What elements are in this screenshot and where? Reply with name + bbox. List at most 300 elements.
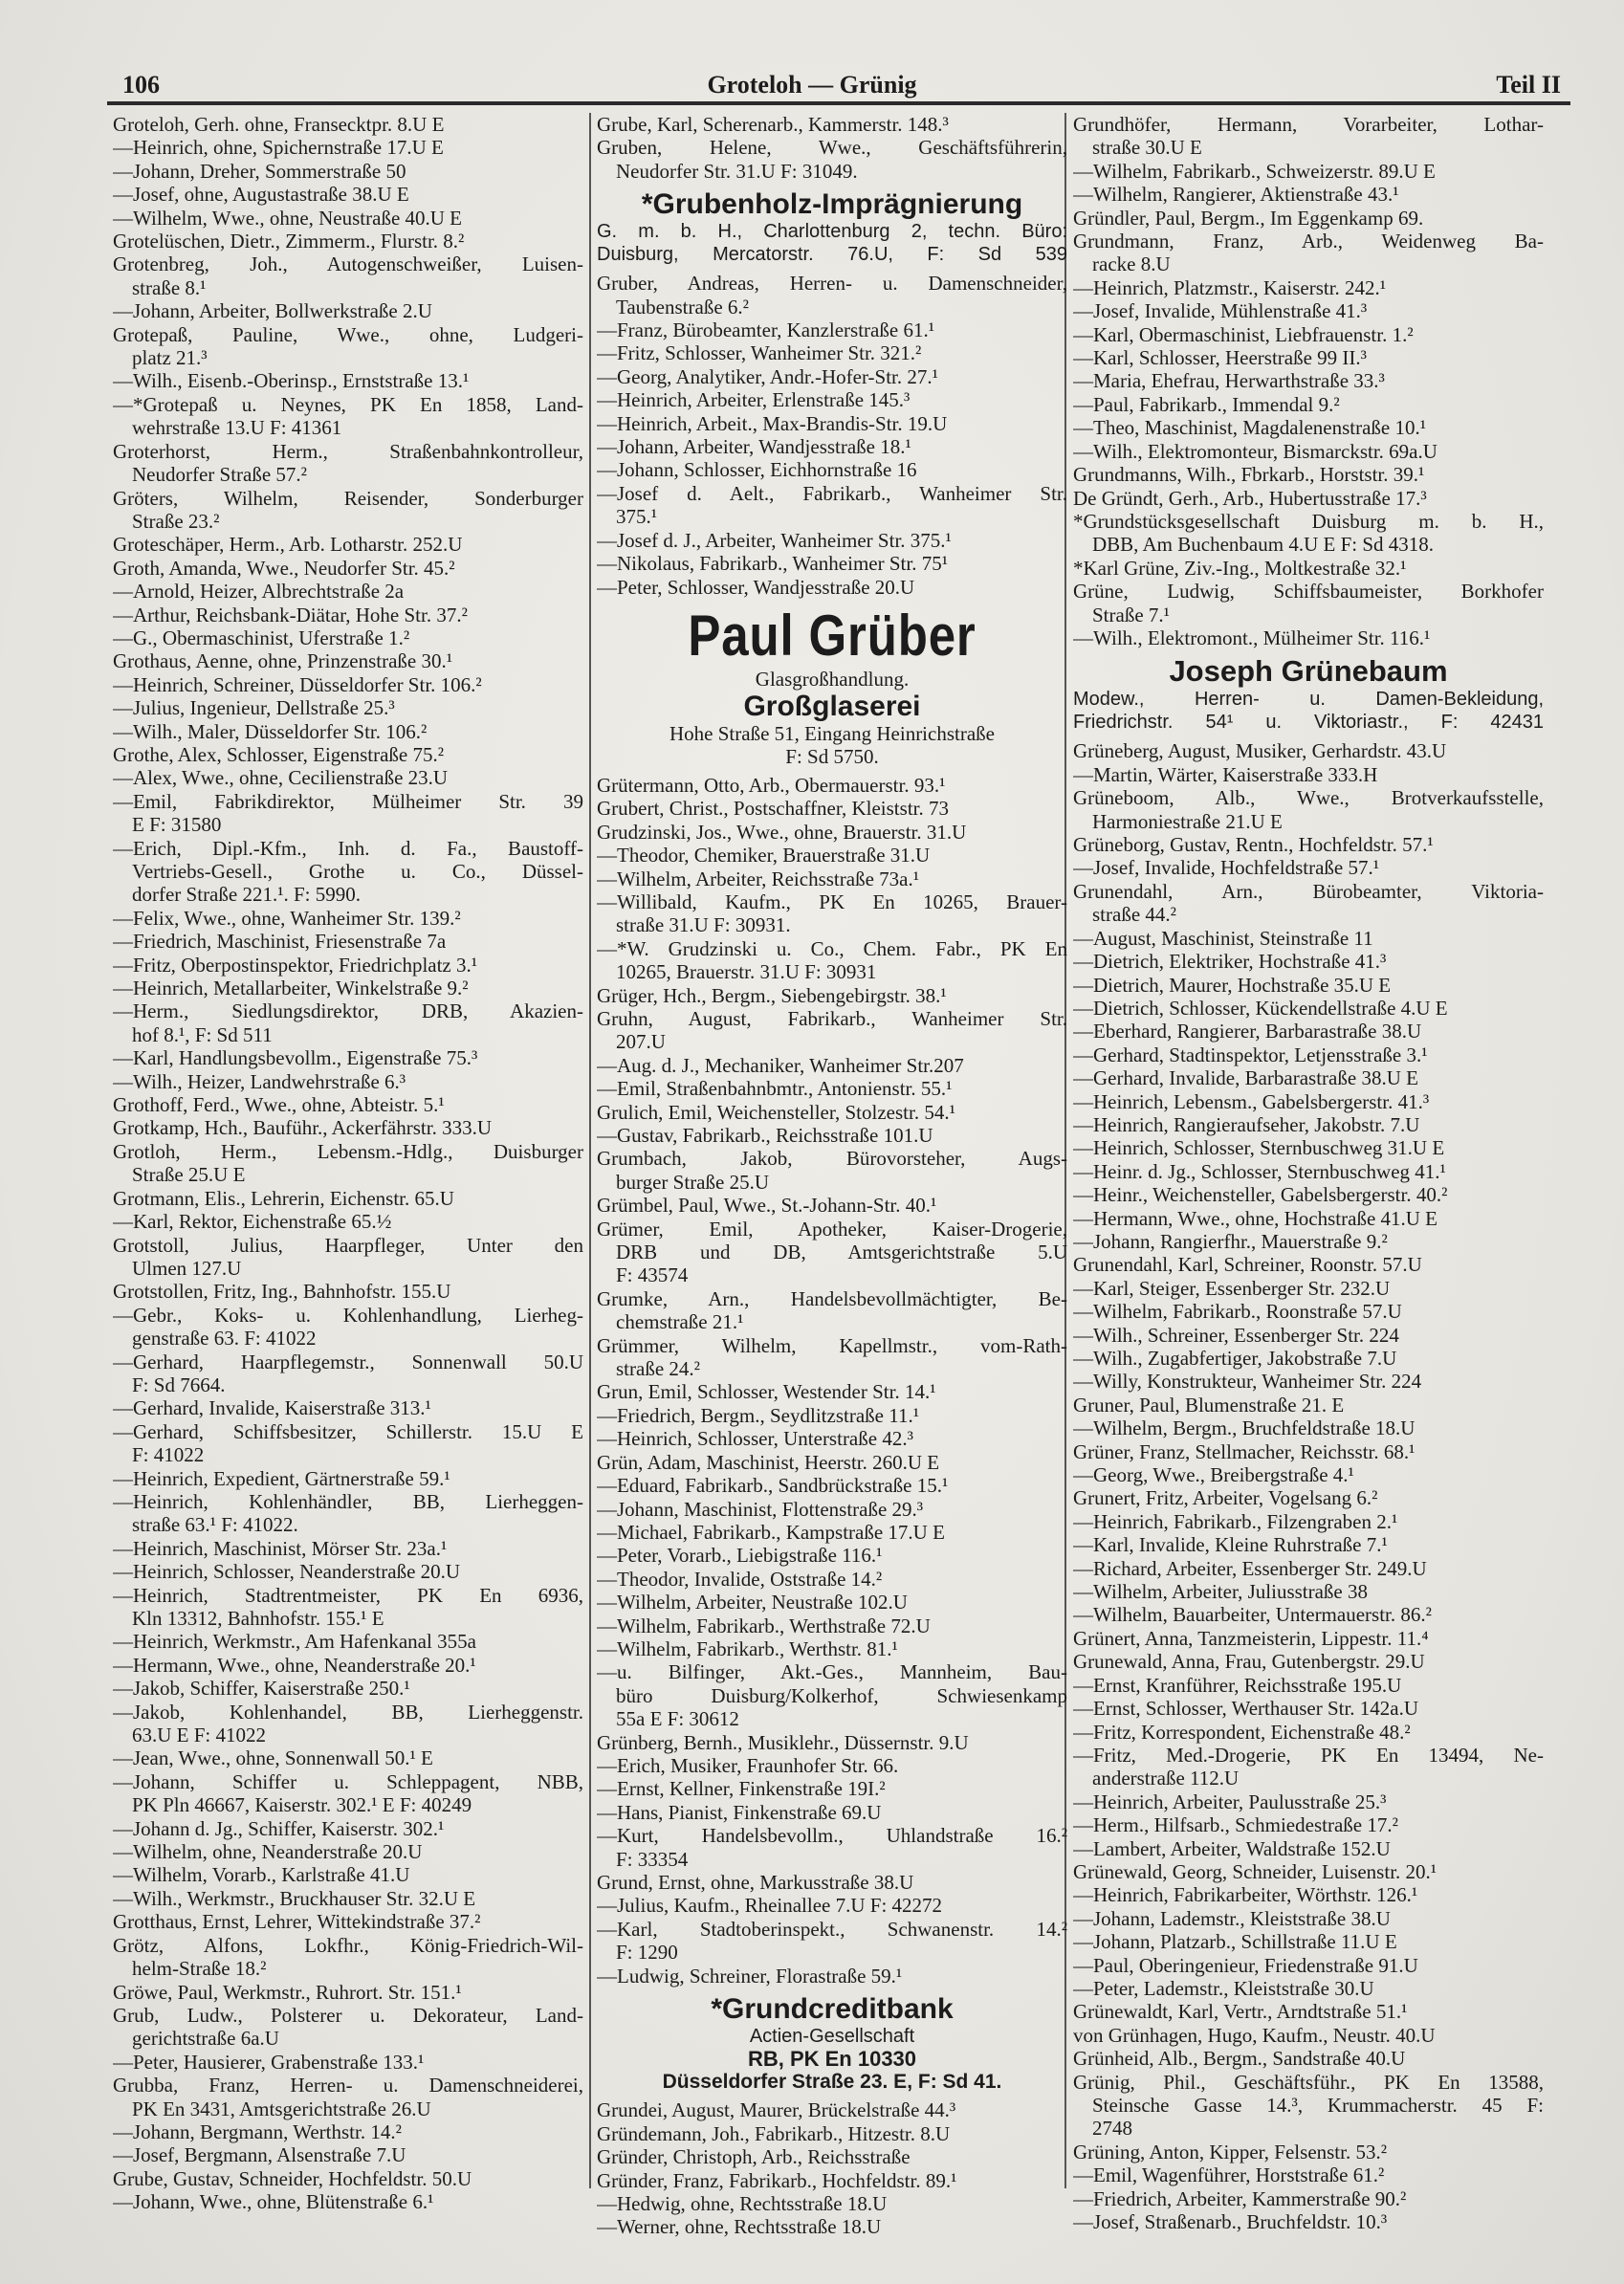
directory-entry xyxy=(597,1147,1067,1194)
entry-line: Grüning, Anton, Kipper, Felsenstr. 53.² xyxy=(1073,2140,1388,2163)
entry-continuation-line: DRB und DB, Amtsgerichtstraße 5.U xyxy=(616,1241,1067,1264)
directory-entry xyxy=(113,2190,583,2213)
entry-line: —Johann, Dreher, Sommerstraße 50 xyxy=(113,159,406,183)
directory-entry xyxy=(1073,463,1544,486)
entry-line: Grütermann, Otto, Arb., Obermauerstr. 93.¹ xyxy=(597,773,946,797)
entry-line: —Heinr., Weichensteller, Gabelsbergerstr. 40.² xyxy=(1073,1183,1448,1207)
entry-continuation-line: straße 63.¹ F: 41022. xyxy=(132,1513,298,1537)
directory-entry xyxy=(1073,1744,1544,1790)
entry-line: —Ernst, Kranführer, Reichsstraße 195.U xyxy=(1073,1673,1402,1697)
advertisement-text: Paul Grüber xyxy=(688,603,977,668)
directory-entry xyxy=(597,1007,1067,1054)
directory-entry xyxy=(113,1396,583,1419)
directory-entry xyxy=(1073,997,1544,1020)
entry-line: —Willibald, Kaufm., PK En 10265, Brauer- xyxy=(597,889,1067,913)
entry-line: —Nikolaus, Fabrikarb., Wanheimer Str. 75¹ xyxy=(597,552,948,576)
entry-line: —Gerhard, Schiffsbesitzer, Schillerstr. 15.U E xyxy=(113,1419,583,1443)
entry-line: —Wilh., Werkmstr., Bruckhauser Str. 32.U E xyxy=(113,1886,476,1910)
directory-entry xyxy=(113,160,583,183)
directory-entry xyxy=(113,1934,583,1981)
directory-entry xyxy=(1073,1977,1544,2000)
advertisement-text: Friedrichstr. 54¹ u. Viktoriastr., F: 42431 xyxy=(1073,712,1544,734)
entry-line: —Eduard, Fabrikarb., Sandbrückstraße 15.¹ xyxy=(597,1474,949,1498)
directory-entry xyxy=(1073,1020,1544,1043)
entry-line: —Fritz, Med.-Drogerie, PK En 13494, Ne- xyxy=(1073,1743,1544,1767)
directory-entry xyxy=(597,1918,1067,1965)
directory-entry xyxy=(113,1116,583,1139)
entry-continuation-line: straße 24.² xyxy=(616,1357,700,1381)
entry-continuation-line: genstraße 63. F: 41022 xyxy=(132,1327,317,1351)
directory-entry xyxy=(597,113,1067,136)
directory-entry xyxy=(597,984,1067,1007)
column-divider xyxy=(589,113,591,2188)
directory-entry xyxy=(113,580,583,603)
directory-entry xyxy=(1073,1253,1544,1276)
directory-entry xyxy=(1073,1486,1544,1509)
entry-continuation-line: 207.U xyxy=(616,1030,666,1054)
entry-line: —Josef, ohne, Augustastraße 38.U E xyxy=(113,183,409,207)
directory-entry xyxy=(1073,2187,1544,2210)
entry-line: Grub, Ludw., Polsterer u. Dekorateur, Land- xyxy=(113,2003,583,2027)
advertisement-text: Joseph Grünebaum xyxy=(1169,654,1448,689)
entry-line: Grubba, Franz, Herren- u. Damenschneiderei, xyxy=(113,2074,583,2097)
entry-continuation-line: Harmoniestraße 21.U E xyxy=(1092,809,1283,833)
entry-line: —Theodor, Invalide, Oststraße 14.² xyxy=(597,1567,883,1591)
advertisement-text: Duisburg, Mercatorstr. 76.U, F: Sd 539 xyxy=(597,244,1067,266)
directory-entry xyxy=(597,1124,1067,1147)
directory-entry xyxy=(113,1560,583,1583)
entry-continuation-line: Straße 25.U E xyxy=(132,1163,246,1187)
entry-line: —u. Bilfinger, Akt.-Ges., Mannheim, Bau- xyxy=(597,1660,1067,1684)
directory-entry xyxy=(597,1637,1067,1660)
directory-entry xyxy=(113,1654,583,1677)
entry-line: Grotkamp, Hch., Bauführ., Ackerfährstr. 333.U xyxy=(113,1116,492,1140)
entry-continuation-line: 2748 xyxy=(1092,2117,1132,2141)
entry-line: —Georg, Wwe., Breibergstraße 4.¹ xyxy=(1073,1463,1354,1487)
entry-line: —Wilhelm, Bergm., Bruchfeldstraße 18.U xyxy=(1073,1417,1416,1440)
entry-line: Grubert, Christ., Postschaffner, Kleiststr. 73 xyxy=(597,797,949,821)
directory-entry xyxy=(1073,2000,1544,2023)
entry-line: Grumbach, Jakob, Bürovorsteher, Augs- xyxy=(597,1147,1067,1171)
entry-continuation-line: Kln 13312, Bahnhofstr. 155.¹ E xyxy=(132,1607,384,1630)
entry-line: —Wilhelm, Fabrikarb., Schweizerstr. 89.U E xyxy=(1073,159,1436,183)
directory-entry xyxy=(113,1840,583,1863)
directory-entry xyxy=(1073,786,1544,833)
advertisement-text: Actien-Gesellschaft xyxy=(749,2026,915,2048)
entry-continuation-line: helm-Straße 18.² xyxy=(132,1957,267,1981)
directory-entry xyxy=(1073,2024,1544,2047)
entry-line: Gröwe, Paul, Werkmstr., Ruhrort. Str. 151.¹ xyxy=(113,1980,462,2004)
directory-entry xyxy=(1073,2141,1544,2163)
directory-entry xyxy=(113,1863,583,1886)
directory-entry xyxy=(1073,276,1544,299)
entry-line: —Heinrich, Arbeiter, Paulusstraße 25.³ xyxy=(1073,1790,1387,1813)
entry-line: —Wilh., Schreiner, Essenberger Str. 224 xyxy=(1073,1323,1399,1347)
directory-entry xyxy=(597,388,1067,411)
entry-line: —Kurt, Handelsbevollm., Uhlandstraße 16.² xyxy=(597,1824,1067,1848)
directory-entry xyxy=(597,2098,1067,2121)
entry-line: Gründler, Paul, Bergm., Im Eggenkamp 69. xyxy=(1073,206,1424,230)
entry-line: Grünewaldt, Karl, Vertr., Arndtstraße 51.¹ xyxy=(1073,2000,1408,2024)
directory-entry xyxy=(1073,739,1544,762)
entry-line: —Gerhard, Stadtinspektor, Letjensstraße 3.¹ xyxy=(1073,1043,1428,1066)
entry-continuation-line: anderstraße 112.U xyxy=(1092,1767,1240,1790)
directory-entry xyxy=(113,533,583,556)
entry-line: —Johann, Platzarb., Schillstraße 11.U E xyxy=(1073,1930,1397,1954)
directory-entry xyxy=(113,907,583,930)
directory-entry xyxy=(1073,1860,1544,1883)
entry-line: —Dietrich, Elektriker, Hochstraße 41.³ xyxy=(1073,950,1387,974)
entry-line: —Emil, Straßenbahnbmtr., Antonienstr. 55.¹ xyxy=(597,1077,953,1101)
entry-line: —Alex, Wwe., ohne, Cecilienstraße 23.U xyxy=(113,766,449,790)
directory-entry xyxy=(597,821,1067,844)
entry-line: —Aug. d. J., Mechaniker, Wanheimer Str.207 xyxy=(597,1053,964,1077)
directory-entry xyxy=(113,1630,583,1653)
directory-entry xyxy=(113,1210,583,1233)
entry-continuation-line: F: 41022 xyxy=(132,1443,205,1467)
entry-continuation-line: straße 44.² xyxy=(1092,903,1176,927)
entry-continuation-line: Vertriebs-Gesell., Grothe u. Co., Düssel- xyxy=(132,860,583,883)
directory-entry xyxy=(1073,927,1544,950)
entry-line: —Heinrich, Werkmstr., Am Hafenkanal 355a xyxy=(113,1630,476,1654)
advertisement-text: RB, PK En 10330 xyxy=(747,2047,917,2072)
advertisement-text: Düsseldorfer Straße 23. E, F: Sd 41. xyxy=(662,2071,1002,2094)
entry-line: Groteschäper, Herm., Arb. Lotharstr. 252.U xyxy=(113,533,463,557)
directory-entry xyxy=(1073,1627,1544,1650)
entry-line: —Heinrich, Arbeit., Max-Brandis-Str. 19.U xyxy=(597,411,948,435)
entry-line: —Wilhelm, Rangierer, Aktienstraße 43.¹ xyxy=(1073,183,1399,207)
entry-line: De Gründt, Gerh., Arb., Hubertusstraße 17.³ xyxy=(1073,486,1427,510)
entry-line: —Heinrich, Schlosser, Unterstraße 42.³ xyxy=(597,1427,913,1451)
entry-line: —Wilhelm, Fabrikarb., Roonstraße 57.U xyxy=(1073,1300,1402,1324)
directory-entry xyxy=(1073,1790,1544,1813)
directory-entry xyxy=(1073,510,1544,557)
entry-line: Grotloh, Herm., Lebensm.-Hdlg., Duisburger xyxy=(113,1139,583,1163)
column-1 xyxy=(113,113,583,2214)
directory-entry xyxy=(597,1077,1067,1100)
entry-continuation-line: F: 1290 xyxy=(616,1941,678,1965)
directory-entry xyxy=(597,1404,1067,1427)
entry-continuation-line: chemstraße 21.¹ xyxy=(616,1310,744,1334)
directory-entry xyxy=(597,482,1067,529)
directory-entry xyxy=(1073,950,1544,973)
directory-entry xyxy=(597,1660,1067,1730)
entry-line: —Lambert, Arbeiter, Waldstraße 152.U xyxy=(1073,1836,1391,1860)
entry-continuation-line: hof 8.¹, F: Sd 511 xyxy=(132,1022,273,1046)
entry-line: —Julius, Ingenieur, Dellstraße 25.³ xyxy=(113,696,395,720)
entry-line: Grothe, Alex, Schlosser, Eigenstraße 75.² xyxy=(113,742,445,766)
entry-line: —Paul, Oberingenieur, Friedenstraße 91.U xyxy=(1073,1953,1418,1977)
entry-line: —Johann, Bergmann, Werthstr. 14.² xyxy=(113,2119,402,2143)
entry-line: —Wilh., Elektromont., Mülheimer Str. 116.¹ xyxy=(1073,626,1431,649)
directory-entry xyxy=(597,529,1067,552)
entry-line: Grotstollen, Fritz, Ing., Bahnhofstr. 155.U xyxy=(113,1280,451,1304)
entry-line: Grulich, Emil, Weichensteller, Stolzestr. 54.¹ xyxy=(597,1100,955,1124)
directory-entry xyxy=(113,1584,583,1631)
entry-line: Grünert, Anna, Tanzmeisterin, Lippestr. 11.⁴ xyxy=(1073,1626,1429,1650)
column-2 xyxy=(597,113,1067,2239)
advertisement-text: F: Sd 5750. xyxy=(785,744,879,768)
entry-line: —Michael, Fabrikarb., Kampstraße 17.U E xyxy=(597,1520,945,1544)
entry-line: Grüne, Ludwig, Schiffsbaumeister, Borkhofer xyxy=(1073,580,1544,604)
entry-line: —Dietrich, Schlosser, Kückendellstraße 4.U E xyxy=(1073,996,1448,1020)
directory-entry xyxy=(113,1910,583,1933)
directory-entry xyxy=(597,412,1067,435)
entry-line: Grundmann, Franz, Arb., Weidenweg Ba- xyxy=(1073,230,1544,253)
directory-entry xyxy=(597,1521,1067,1544)
entry-line: Grunendahl, Karl, Schreiner, Roonstr. 57.U xyxy=(1073,1253,1422,1277)
entry-line: —Jakob, Schiffer, Kaiserstraße 250.¹ xyxy=(113,1677,410,1701)
directory-entry xyxy=(597,458,1067,481)
entry-line: Grotepaß, Pauline, Wwe., ohne, Ludgeri- xyxy=(113,322,583,346)
directory-entry xyxy=(597,365,1067,388)
entry-line: —Franz, Bürobeamter, Kanzlerstraße 61.¹ xyxy=(597,318,934,342)
advertisement-text: G. m. b. H., Charlottenburg 2, techn. Büro: xyxy=(597,221,1067,243)
entry-line: —Karl, Stadtoberinspekt., Schwanenstr. 14.² xyxy=(597,1917,1067,1941)
directory-entry xyxy=(597,1544,1067,1567)
directory-entry xyxy=(1073,393,1544,416)
entry-line: —Heinrich, Rangieraufseher, Jakobstr. 7.U xyxy=(1073,1112,1420,1136)
advertisement-text: Glasgroßhandlung. xyxy=(755,667,910,691)
entry-line: —Fritz, Schlosser, Wanheimer Str. 321.² xyxy=(597,341,922,365)
entry-line: Grünheid, Alb., Bergm., Sandstraße 40.U xyxy=(1073,2047,1406,2071)
paul-grueber-ad xyxy=(597,604,1067,768)
entry-line: —*W. Grudzinski u. Co., Chem. Fabr., PK En xyxy=(597,936,1067,960)
page-number: 106 xyxy=(122,71,160,99)
directory-entry xyxy=(113,1537,583,1560)
entry-line: Grothoff, Ferd., Wwe., ohne, Abteistr. 5.¹ xyxy=(113,1093,445,1117)
directory-entry xyxy=(1073,1230,1544,1253)
entry-line: Grotenbreg, Joh., Autogenschweißer, Luisen- xyxy=(113,253,583,276)
entry-line: —Herm., Hilfsarb., Schmiedestraße 17.² xyxy=(1073,1813,1398,1837)
entry-line: —Heinrich, Metallarbeiter, Winkelstraße 9.² xyxy=(113,977,469,1000)
entry-line: —Josef, Invalide, Mühlenstraße 41.³ xyxy=(1073,299,1368,323)
directory-entry xyxy=(1073,2047,1544,2070)
directory-entry xyxy=(1073,487,1544,510)
directory-entry xyxy=(113,999,583,1046)
entry-line: Grümbel, Paul, Wwe., St.-Johann-Str. 40.¹ xyxy=(597,1194,937,1218)
entry-line: Gruner, Paul, Blumenstraße 21. E xyxy=(1073,1393,1345,1417)
directory-entry xyxy=(597,2192,1067,2215)
entry-line: Grube, Gustav, Schneider, Hochfeldstr. 50.U xyxy=(113,2166,472,2190)
part-label: Teil II xyxy=(1496,71,1561,99)
entry-line: —Gebr., Koks- u. Kohlenhandlung, Lierheg- xyxy=(113,1303,583,1327)
entry-line: —Dietrich, Maurer, Hochstraße 35.U E xyxy=(1073,973,1392,997)
entry-line: Gründer, Franz, Fabrikarb., Hochfeldstr. 89.¹ xyxy=(597,2168,957,2192)
directory-entry xyxy=(1073,974,1544,997)
entry-line: —Heinrich, Fabrikarbeiter, Wörthstr. 126.¹ xyxy=(1073,1883,1418,1907)
entry-line: Grünewald, Georg, Schneider, Luisenstr. 20.¹ xyxy=(1073,1859,1437,1883)
directory-entry xyxy=(1073,1394,1544,1417)
directory-entry xyxy=(597,937,1067,984)
directory-entry xyxy=(1073,1557,1544,1580)
entry-line: —Josef, Invalide, Hochfeldstraße 57.¹ xyxy=(1073,856,1380,880)
directory-entry xyxy=(597,1451,1067,1474)
directory-entry xyxy=(113,136,583,159)
entry-line: Grotthaus, Ernst, Lehrer, Wittekindstraße 37.² xyxy=(113,1910,481,1934)
directory-entry xyxy=(1073,1697,1544,1720)
entry-line: —Richard, Arbeiter, Essenberger Str. 249.U xyxy=(1073,1556,1427,1580)
directory-entry xyxy=(1073,207,1544,230)
entry-line: —Wilhelm, Bauarbeiter, Untermauerstr. 86.² xyxy=(1073,1603,1432,1627)
joseph-gruenebaum-ad xyxy=(1073,655,1544,734)
directory-entry xyxy=(597,1194,1067,1217)
directory-entry xyxy=(597,1894,1067,1917)
directory-entry xyxy=(597,435,1067,458)
directory-entry xyxy=(113,1817,583,1840)
directory-entry xyxy=(1073,856,1544,879)
directory-entry xyxy=(597,1380,1067,1403)
entry-continuation-line: F: Sd 7664. xyxy=(132,1373,226,1396)
entry-line: —Karl, Obermaschinist, Liebfrauenstr. 1.² xyxy=(1073,322,1414,346)
entry-line: —Wilh., Heizer, Landwehrstraße 6.³ xyxy=(113,1069,406,1093)
entry-line: Grümmer, Wilhelm, Kapellmstr., vom-Rath- xyxy=(597,1333,1067,1357)
entry-line: —Heinrich, ohne, Spichernstraße 17.U E xyxy=(113,136,444,160)
entry-line: Grundhöfer, Hermann, Vorarbeiter, Lothar- xyxy=(1073,113,1544,136)
entry-line: Grümer, Emil, Apotheker, Kaiser-Drogerie, xyxy=(597,1217,1067,1241)
directory-entry xyxy=(1073,1580,1544,1603)
entry-line: —Heinrich, Fabrikarb., Filzengraben 2.¹ xyxy=(1073,1509,1398,1533)
directory-entry xyxy=(1073,1883,1544,1906)
directory-entry xyxy=(1073,1043,1544,1066)
directory-entry xyxy=(597,1334,1067,1381)
directory-entry xyxy=(113,1304,583,1351)
entry-line: Grüneberg, August, Musiker, Gerhardstr. 43.U xyxy=(1073,739,1447,763)
entry-line: —Paul, Fabrikarb., Immendal 9.² xyxy=(1073,392,1340,416)
directory-entry xyxy=(597,318,1067,341)
entry-line: —Heinrich, Platzmstr., Kaiserstr. 242.¹ xyxy=(1073,275,1387,299)
directory-entry xyxy=(1073,2210,1544,2233)
directory-entry xyxy=(113,1234,583,1281)
entry-line: —Hedwig, ohne, Rechtsstraße 18.U xyxy=(597,2191,888,2215)
entry-line: —*Grotepaß u. Neynes, PK En 1858, Land- xyxy=(113,392,583,416)
entry-line: Groterhorst, Herm., Straßenbahnkontrolleur, xyxy=(113,439,583,463)
directory-entry xyxy=(113,1981,583,2004)
entry-line: —Johann, Arbeiter, Wandjesstraße 18.¹ xyxy=(597,435,911,459)
entry-line: —Wilh., Zugabfertiger, Jakobstraße 7.U xyxy=(1073,1347,1397,1370)
directory-entry xyxy=(597,136,1067,183)
entry-line: Gründemann, Joh., Fabrikarb., Hitzestr. 8.U xyxy=(597,2121,951,2145)
grundcreditbank-ad xyxy=(597,1993,1067,2093)
entry-line: Grünberg, Bernh., Musiklehr., Düssernstr. 9.U xyxy=(597,1730,969,1754)
directory-entry xyxy=(113,557,583,580)
directory-entry xyxy=(1073,1324,1544,1347)
directory-entry xyxy=(1073,1347,1544,1370)
entry-continuation-line: straße 30.U E xyxy=(1092,136,1202,160)
directory-entry xyxy=(597,1427,1067,1450)
entry-line: —Maria, Ehefrau, Herwarthstraße 33.³ xyxy=(1073,369,1385,393)
directory-entry xyxy=(113,299,583,322)
entry-line: Grünig, Phil., Geschäftsführ., PK En 13588, xyxy=(1073,2070,1544,2094)
directory-entry xyxy=(113,1887,583,1910)
directory-entry xyxy=(1073,557,1544,580)
entry-line: Grüger, Hch., Bergm., Siebengebirgstr. 38.¹ xyxy=(597,983,947,1007)
directory-entry xyxy=(113,323,583,370)
header-rule xyxy=(107,101,1570,105)
directory-entry xyxy=(113,1490,583,1537)
directory-entry xyxy=(113,1093,583,1116)
directory-entry xyxy=(597,1218,1067,1287)
entry-line: *Karl Grüne, Ziv.-Ing., Moltkestraße 32.¹ xyxy=(1073,556,1407,580)
entry-line: —Gustav, Fabrikarb., Reichsstraße 101.U xyxy=(597,1124,933,1147)
column-3 xyxy=(1073,113,1544,2233)
entry-continuation-line: wehrstraße 13.U F: 41361 xyxy=(132,416,342,440)
directory-entry xyxy=(597,1731,1067,1754)
entry-continuation-line: Straße 7.¹ xyxy=(1092,603,1170,626)
entry-continuation-line: Steinsche Gasse 14.³, Krummacherstr. 45 F: xyxy=(1092,2094,1544,2117)
directory-entry xyxy=(1073,1370,1544,1393)
entry-line: —Fritz, Korrespondent, Eichenstraße 48.² xyxy=(1073,1720,1411,1744)
directory-entry xyxy=(113,930,583,953)
directory-entry xyxy=(597,1824,1067,1871)
entry-line: —Johann, Arbeiter, Bollwerkstraße 2.U xyxy=(113,299,432,323)
entry-line: —Arthur, Reichsbank-Diätar, Hohe Str. 37.² xyxy=(113,603,468,626)
entry-line: Grüneborg, Gustav, Rentn., Hochfeldstr. 57.¹ xyxy=(1073,833,1434,857)
directory-entry xyxy=(113,2120,583,2143)
entry-line: —Heinrich, Lebensm., Gabelsbergerstr. 41.³ xyxy=(1073,1089,1430,1113)
entry-continuation-line: Neudorfer Str. 31.U F: 31049. xyxy=(616,159,858,183)
entry-continuation-line: F: 33354 xyxy=(616,1847,689,1871)
directory-entry xyxy=(597,1498,1067,1521)
entry-continuation-line: 55a E F: 30612 xyxy=(616,1707,739,1731)
entry-line: —Wilhelm, Fabrikarb., Werthstr. 81.¹ xyxy=(597,1636,898,1660)
directory-entry xyxy=(113,369,583,392)
entry-line: —Martin, Wärter, Kaiserstraße 333.H xyxy=(1073,762,1378,786)
directory-entry xyxy=(113,487,583,534)
page-title: Groteloh — Grünig xyxy=(707,71,917,99)
directory-entry xyxy=(1073,1160,1544,1183)
entry-line: —Gerhard, Haarpflegemstr., Sonnenwall 50.U xyxy=(113,1350,583,1373)
entry-line: —Johann, Schlosser, Eichhornstraße 16 xyxy=(597,458,917,482)
entry-continuation-line: 375.¹ xyxy=(616,505,658,529)
entry-continuation-line: F: 43574 xyxy=(616,1263,689,1287)
entry-line: —Josef d. J., Arbeiter, Wanheimer Str. 375.¹ xyxy=(597,528,952,552)
directory-entry xyxy=(1073,1183,1544,1206)
directory-entry xyxy=(113,1467,583,1490)
directory-entry xyxy=(113,230,583,253)
directory-entry xyxy=(597,1101,1067,1124)
entry-continuation-line: gerichtstraße 6a.U xyxy=(132,2027,279,2051)
directory-entry xyxy=(597,1965,1067,1988)
entry-line: —Heinrich, Maschinist, Mörser Str. 23a.¹ xyxy=(113,1536,448,1560)
entry-continuation-line: Taubenstraße 6.² xyxy=(616,295,749,318)
directory-entry xyxy=(113,1746,583,1769)
directory-entry xyxy=(597,844,1067,867)
entry-continuation-line: 10265, Brauerstr. 31.U F: 30931 xyxy=(616,960,877,984)
entry-line: Grumke, Arn., Handelsbevollmächtigter, Be- xyxy=(597,1286,1067,1310)
directory-entry xyxy=(1073,1954,1544,1977)
entry-line: Groth, Amanda, Wwe., Neudorfer Str. 45.² xyxy=(113,556,455,580)
directory-entry xyxy=(113,2004,583,2051)
directory-entry xyxy=(1073,1113,1544,1136)
entry-line: —G., Obermaschinist, Uferstraße 1.² xyxy=(113,626,410,649)
entry-line: *Grundstücksgesellschaft Duisburg m. b. H., xyxy=(1073,509,1544,533)
directory-entry xyxy=(597,1754,1067,1777)
entry-line: —Wilh., Elektromonteur, Bismarckstr. 69a.U xyxy=(1073,439,1437,463)
directory-entry xyxy=(113,1770,583,1817)
entry-line: Gröters, Wilhelm, Reisender, Sonderburger xyxy=(113,486,583,510)
entry-line: Grotmann, Elis., Lehrerin, Eichenstr. 65.U xyxy=(113,1186,454,1210)
entry-line: —Peter, Lademstr., Kleiststraße 30.U xyxy=(1073,1976,1374,2000)
directory-entry xyxy=(1073,299,1544,322)
directory-entry xyxy=(113,790,583,837)
entry-line: —Georg, Analytiker, Andr.-Hofer-Str. 27.¹ xyxy=(597,364,938,388)
directory-entry xyxy=(113,113,583,136)
directory-entry xyxy=(1073,1090,1544,1113)
directory-entry xyxy=(1073,369,1544,392)
directory-entry xyxy=(1073,416,1544,439)
directory-entry xyxy=(1073,440,1544,463)
